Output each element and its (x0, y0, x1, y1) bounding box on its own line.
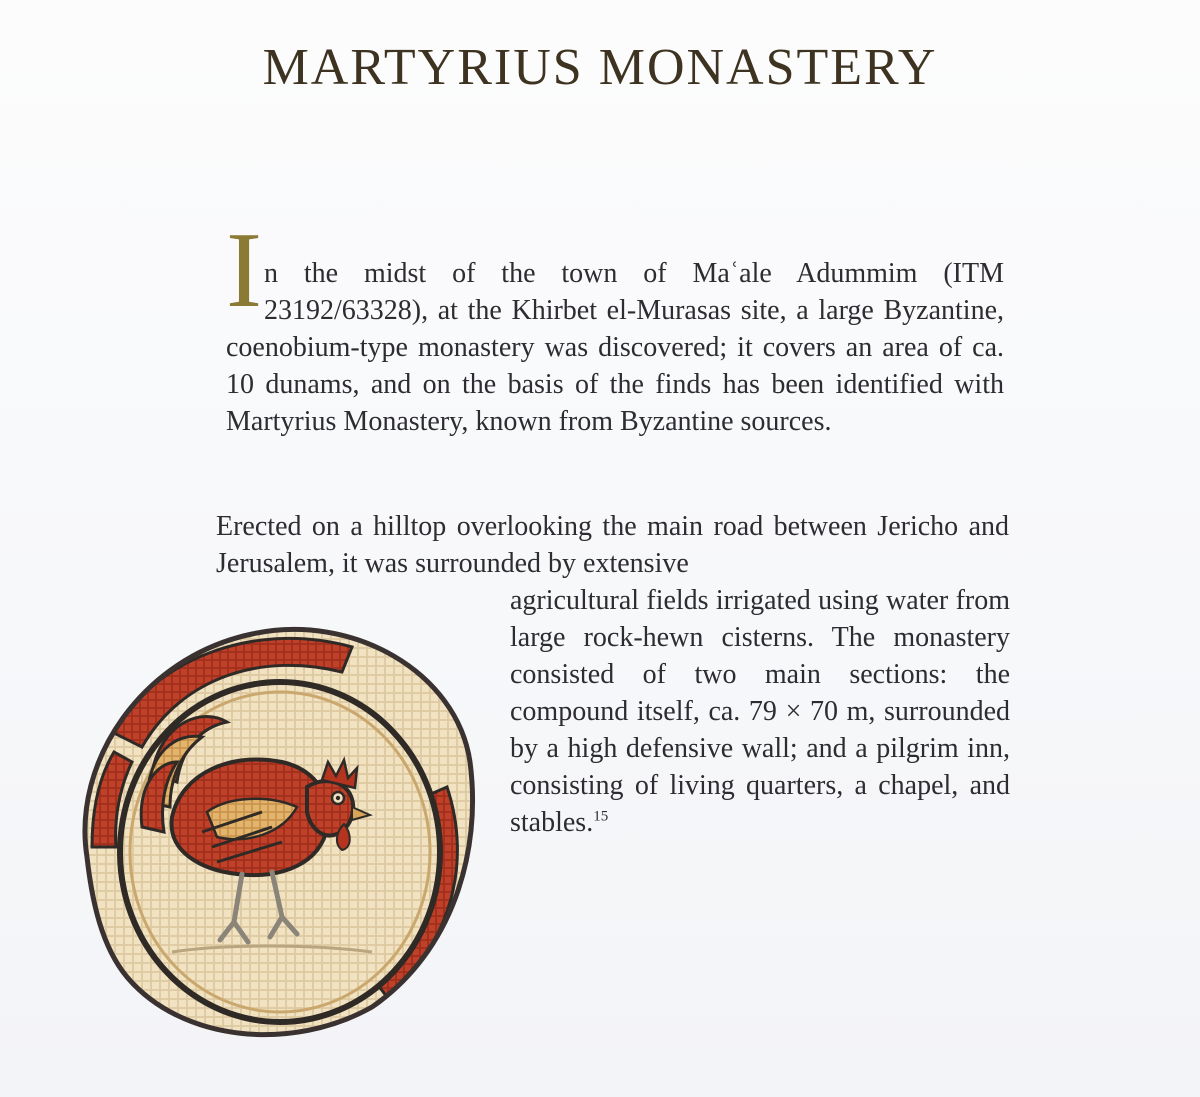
footnote-marker: 15 (593, 808, 609, 825)
paragraph-second-text: agricultural fields irrigated using water from large rock-hewn cisterns. The monastery consisted of two main sections: the compound itself, ca. 79 × 70 m, surrounded by a high defensive wall; and a pilgrim inn, consisting of living quarters, a chapel, and stables. (510, 585, 1010, 838)
rooster-mosaic-image (52, 612, 482, 1042)
page-title: MARTYRIUS MONASTERY (262, 39, 938, 96)
paragraph-second-bottom (510, 582, 1010, 841)
paragraph-intro (226, 211, 1004, 440)
paragraph-intro-text: n the midst of the town of Maʿale Adummim (ITM 23192/63328), at the Khirbet el-Murasas site, a large Byzantine, coenobium-type monastery was discovered; it covers an area of ca. 10 dunams, and on the basis of the finds has been identified with Martyrius Monastery, known from Byzantine sources. (226, 258, 1004, 437)
paragraph-second-top: Erected on a hilltop overlooking the main road between Jericho and Jerusalem, it was surrounded by extensive (216, 511, 1009, 579)
mosaic-disc (52, 612, 482, 1042)
drop-cap: I (226, 211, 262, 330)
